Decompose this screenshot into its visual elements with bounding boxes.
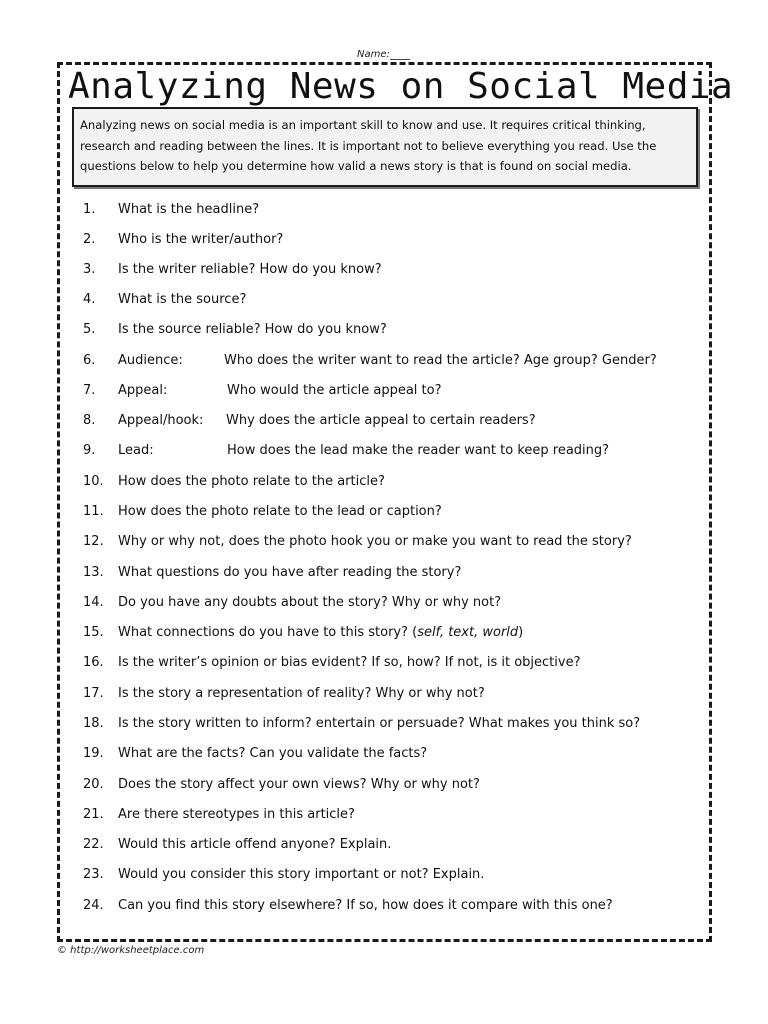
name-label: Name: (357, 49, 390, 60)
question-number: 8. (83, 413, 96, 428)
question-number: 5. (83, 322, 96, 337)
question-text-end: ) (518, 625, 524, 640)
question-number: 23. (83, 867, 104, 882)
question-text: Is the story a representation of reality? Why or why not? (118, 686, 485, 701)
question-text: How does the photo relate to the article? (118, 474, 385, 489)
question-text: Who would the article appeal to? (227, 383, 442, 398)
question-text: Is the writer reliable? How do you know? (118, 262, 382, 277)
dashed-border-frame (57, 62, 734, 942)
question-number: 1. (83, 202, 96, 217)
question-number: 10. (83, 474, 104, 489)
question-number: 12. (83, 534, 104, 549)
question-text: Is the writer’s opinion or bias evident? If so, how? If not, is it objective? (118, 655, 581, 670)
question-number: 4. (83, 292, 96, 307)
question-text: Is the source reliable? How do you know? (118, 322, 387, 337)
question-number: 6. (83, 353, 96, 368)
question-label: Lead: (118, 443, 154, 458)
question-text: Would this article offend anyone? Explain. (118, 837, 392, 852)
question-text: What are the facts? Can you validate the facts? (118, 746, 428, 761)
question-number: 16. (83, 655, 104, 670)
question-number: 18. (83, 716, 104, 731)
intro-box (72, 107, 698, 187)
name-blank-line (390, 59, 410, 60)
page-title: Analyzing News on Social Media (68, 66, 734, 107)
question-number: 20. (83, 777, 104, 792)
question-number: 9. (83, 443, 96, 458)
question-number: 24. (83, 898, 104, 913)
question-text: Why or why not, does the photo hook you or make you want to read the story? (118, 534, 632, 549)
question-number: 19. (83, 746, 104, 761)
question-label: Appeal/hook: (118, 413, 204, 428)
question-text: Who does the writer want to read the article? Age group? Gender? (224, 353, 657, 368)
question-text-italic: self, text, world (417, 625, 519, 640)
question-number: 11. (83, 504, 104, 519)
question-text: Are there stereotypes in this article? (118, 807, 355, 822)
question-number: 15. (83, 625, 104, 640)
question-number: 14. (83, 595, 104, 610)
question-number: 7. (83, 383, 96, 398)
question-number: 3. (83, 262, 96, 277)
footer-credit: © http://worksheetplace.com (57, 945, 205, 956)
question-text-main: What connections do you have to this story? ( (118, 625, 418, 640)
question-number: 22. (83, 837, 104, 852)
question-text: What is the headline? (118, 202, 260, 217)
question-number: 2. (83, 232, 96, 247)
question-text: Do you have any doubts about the story? Why or why not? (118, 595, 502, 610)
question-text: What questions do you have after reading the story? (118, 565, 462, 580)
question-number: 17. (83, 686, 104, 701)
question-label: Audience: (118, 353, 183, 368)
question-text: Does the story affect your own views? Why or why not? (118, 777, 480, 792)
question-text: How does the lead make the reader want to keep reading? (227, 443, 610, 458)
question-text: What is the source? (118, 292, 247, 307)
question-text: Would you consider this story important or not? Explain. (118, 867, 485, 882)
question-label: Appeal: (118, 383, 168, 398)
question-text: Is the story written to inform? entertain or persuade? What makes you think so? (118, 716, 641, 731)
question-number: 21. (83, 807, 104, 822)
question-text: Can you find this story elsewhere? If so, how does it compare with this one? (118, 898, 613, 913)
question-text: How does the photo relate to the lead or caption? (118, 504, 442, 519)
intro-text: Analyzing news on social media is an important skill to know and use. It requires critical thinking, research and reading between the lines. It is important not to believe everything you read. Use the questions below to help you determine how valid a news story is that is found on social media. (80, 118, 657, 173)
question-number: 13. (83, 565, 104, 580)
question-text: Why does the article appeal to certain readers? (226, 413, 536, 428)
question-text: Who is the writer/author? (118, 232, 284, 247)
